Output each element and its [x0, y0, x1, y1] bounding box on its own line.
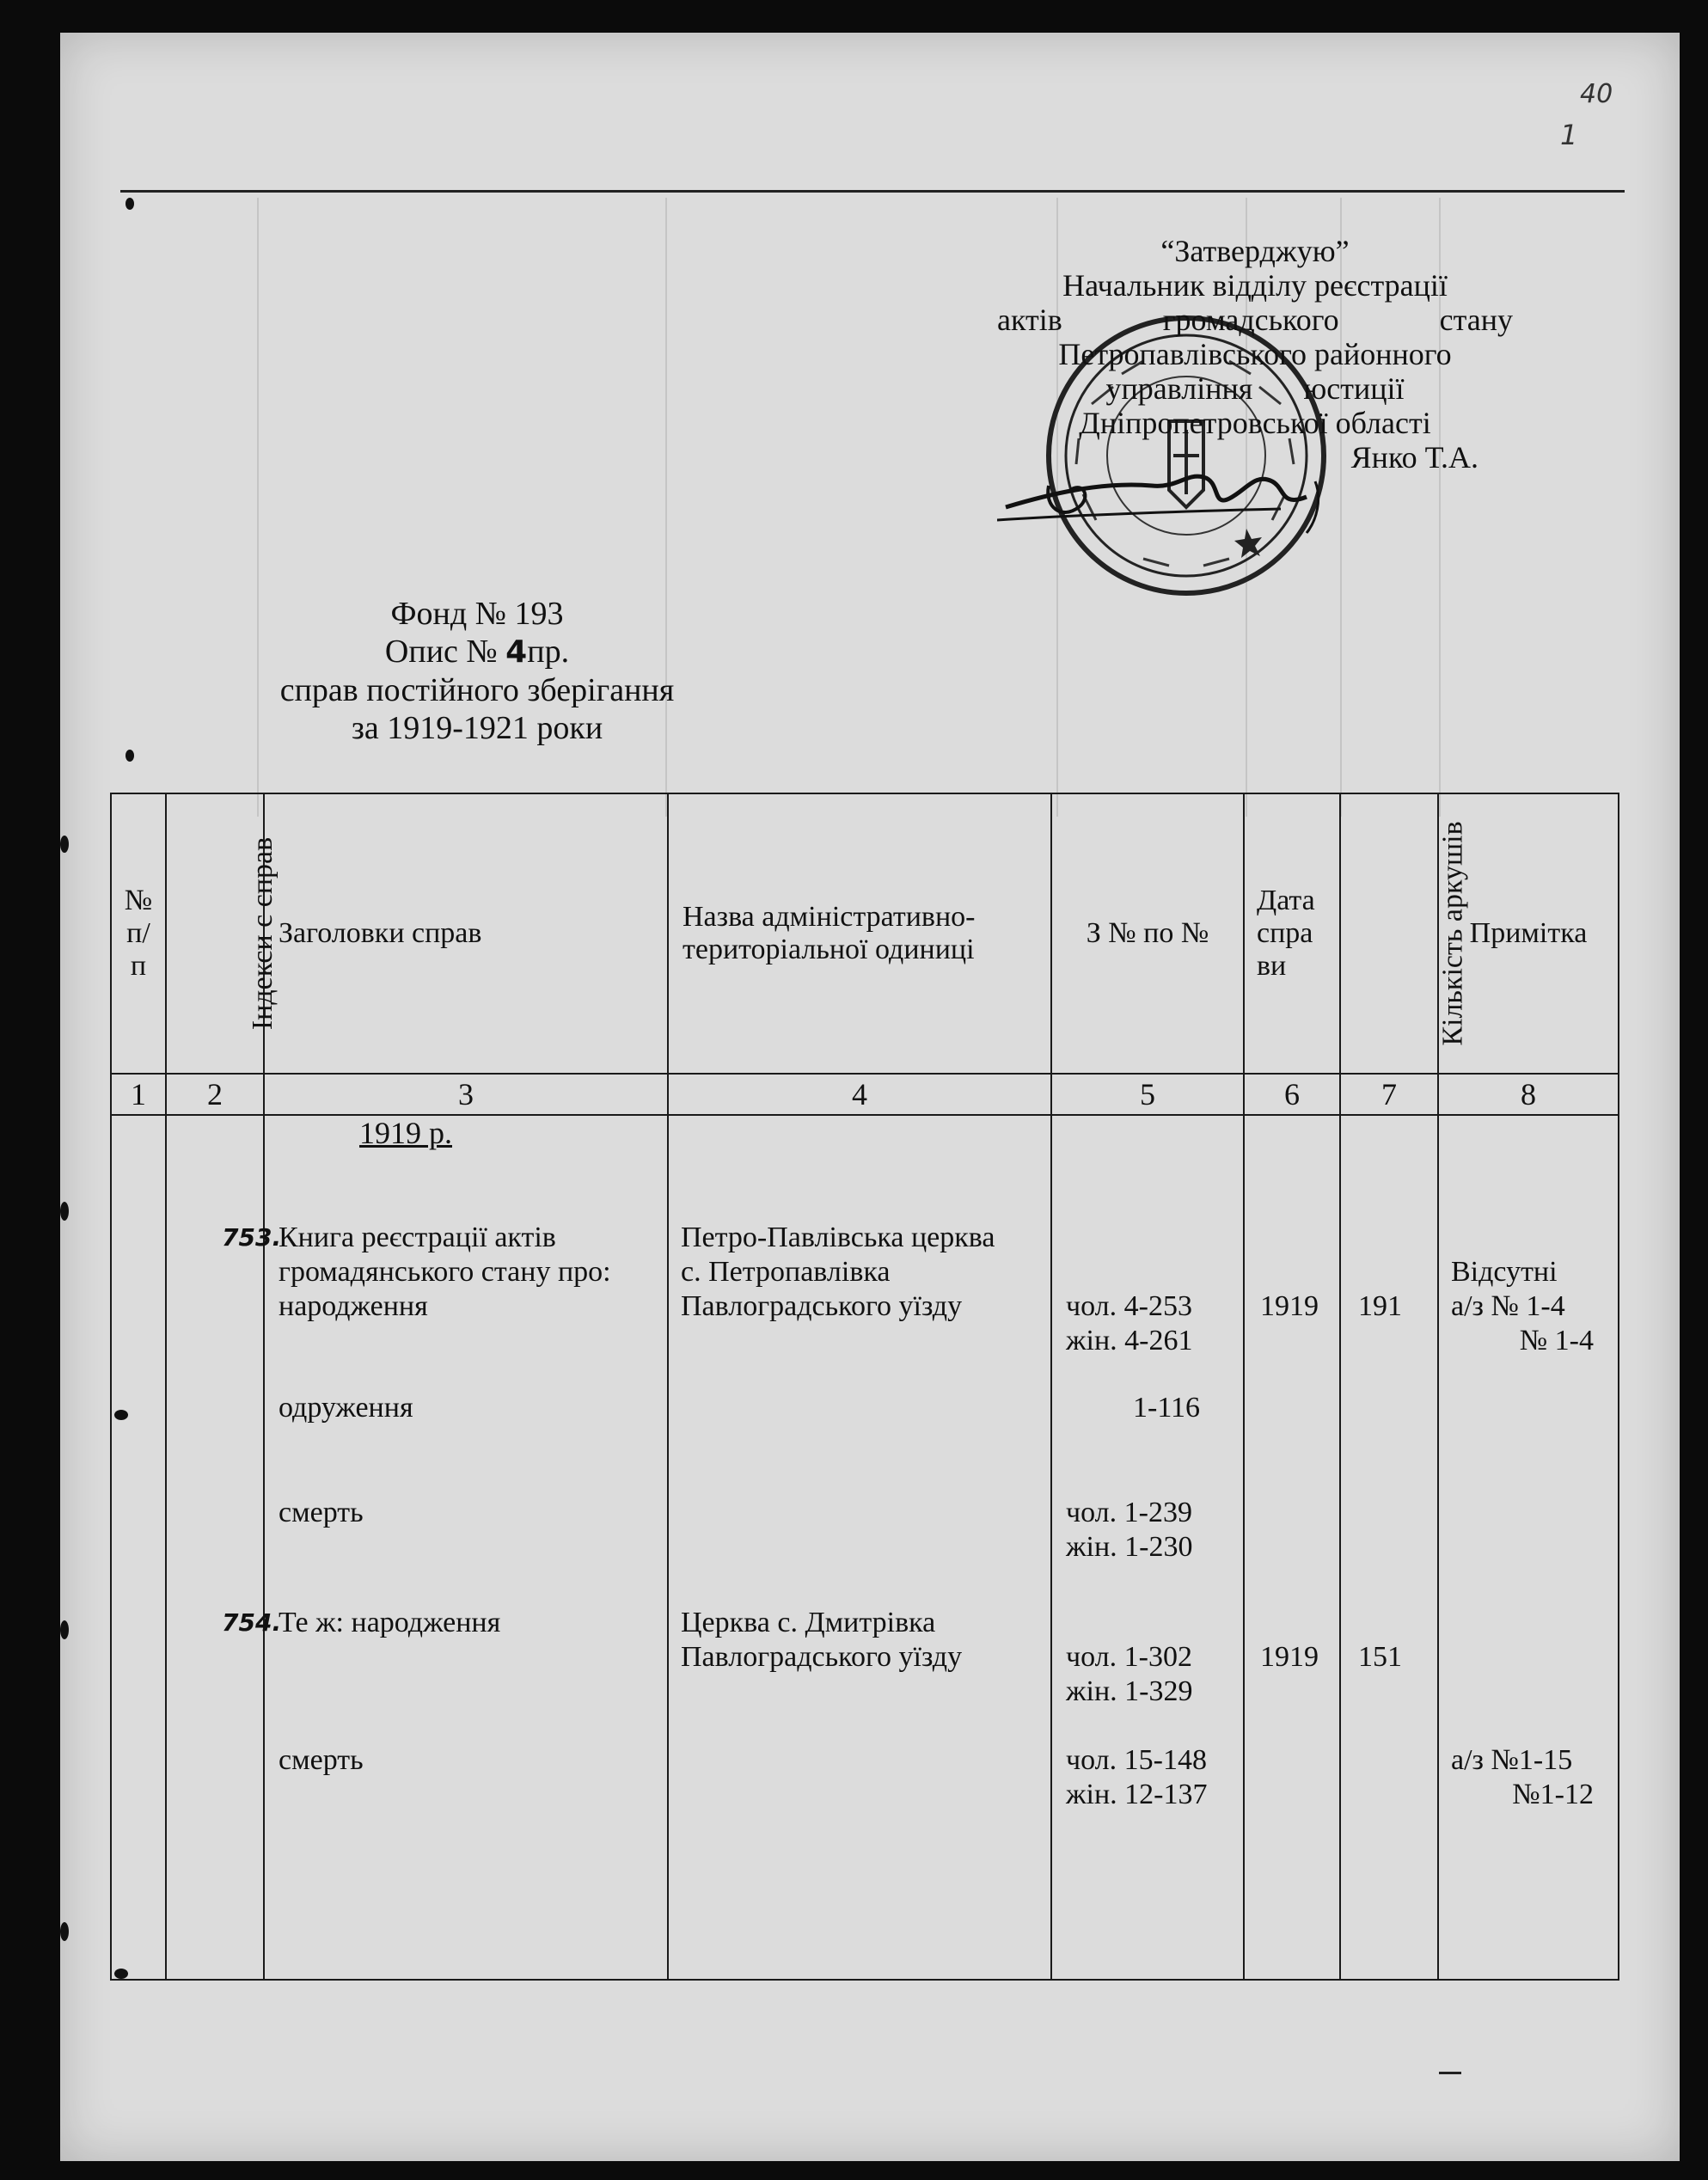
header-admin-unit: Назва адміністративно-територіальної одиниці: [668, 793, 1051, 1074]
cell-note: [1438, 1115, 1619, 1980]
column-number: 8: [1438, 1074, 1619, 1115]
header-index: Індекси с справ: [166, 793, 264, 1074]
range-births: чол. 1-302: [1066, 1641, 1192, 1673]
cell-admin-unit: [668, 1115, 1051, 1980]
fond-description: справ постійного зберігання: [279, 672, 675, 708]
margin-mark: [60, 1202, 69, 1221]
fond-block: [241, 595, 713, 747]
note-line: №1-12: [1512, 1779, 1594, 1810]
admin-unit-line: Петро-Павлівська церква: [681, 1222, 995, 1253]
record-date: 1919: [1260, 1641, 1319, 1673]
record-death-label: смерть: [279, 1497, 364, 1528]
header-note: Примітка: [1438, 793, 1619, 1074]
opys-number-handwritten: 4: [505, 634, 528, 670]
record-sheets: 191: [1358, 1290, 1402, 1322]
admin-unit-line: Павлоградського уїзду: [681, 1290, 963, 1322]
record-title-line: Книга реєстрації актів: [279, 1222, 556, 1253]
cell-range: [1051, 1115, 1244, 1980]
range-deaths: жін. 12-137: [1066, 1779, 1208, 1810]
column-number: 4: [668, 1074, 1051, 1115]
cell-number: [111, 1115, 166, 1980]
approval-block: [997, 234, 1513, 475]
column-number: 6: [1244, 1074, 1340, 1115]
approval-position-line3: актів громадського стану: [997, 303, 1513, 337]
note-line: № 1-4: [1519, 1325, 1594, 1356]
record-index: 753.: [222, 1223, 282, 1252]
approval-position-line6: Дніпропетровської області: [1079, 406, 1431, 440]
header-sheets: Кількість аркушів: [1340, 793, 1438, 1074]
admin-unit-line: Церква с. Дмитрівка: [681, 1607, 936, 1638]
column-number: 5: [1051, 1074, 1244, 1115]
range-births: жін. 1-329: [1066, 1675, 1193, 1707]
header-range: З № по №: [1051, 793, 1244, 1074]
inventory-table: [110, 793, 1619, 1981]
margin-mark: [60, 1620, 69, 1639]
record-sheets: 151: [1358, 1641, 1402, 1673]
header-titles: Заголовки справ: [264, 793, 668, 1074]
admin-unit-line: Павлоградського уїзду: [681, 1641, 963, 1673]
opys-line: [241, 633, 713, 671]
table-body-row: [111, 1115, 1619, 1980]
admin-unit-line: с. Петропавлівка: [681, 1256, 891, 1288]
handwritten-signature: [997, 447, 1324, 542]
approval-signatory: Янко Т.А.: [1350, 440, 1478, 475]
header-date: Дата спра ви: [1244, 793, 1340, 1074]
header-number: № п/ п: [111, 793, 166, 1074]
table-header-row: [111, 793, 1619, 1074]
approval-heading: “Затверджую”: [1160, 234, 1350, 268]
column-number: 3: [264, 1074, 668, 1115]
approval-position: Начальник відділу реєстрації: [1062, 268, 1448, 303]
column-number: 2: [166, 1074, 264, 1115]
cell-index: [166, 1115, 282, 1980]
record-title-line: громадянського стану про:: [279, 1256, 611, 1288]
range-births: жін. 4-261: [1066, 1325, 1193, 1356]
range-deaths: чол. 15-148: [1066, 1744, 1207, 1776]
record-marriage-label: одруження: [279, 1392, 413, 1424]
approval-position-line5: управління юстиції: [1105, 371, 1405, 406]
opys-prefix: Опис №: [384, 634, 498, 670]
fond-period: за 1919-1921 роки: [351, 710, 603, 746]
note-line: а/з №1-15: [1451, 1744, 1573, 1776]
column-number: 7: [1340, 1074, 1438, 1115]
margin-mark: [60, 836, 69, 853]
note-line: а/з № 1-4: [1451, 1290, 1565, 1322]
cell-sheets: [1340, 1115, 1438, 1980]
range-births: чол. 4-253: [1066, 1290, 1192, 1322]
top-rule: [120, 190, 1625, 193]
cell-date: [1244, 1115, 1340, 1980]
cell-title: [264, 1115, 668, 1980]
margin-mark: [125, 198, 134, 210]
record-title: Те ж: народження: [279, 1607, 501, 1638]
column-number: 1: [111, 1074, 166, 1115]
opys-suffix: пр.: [527, 634, 570, 670]
note-line: Відсутні: [1451, 1256, 1558, 1288]
record-date: 1919: [1260, 1290, 1319, 1322]
bottom-dash: [1439, 2072, 1461, 2074]
sheet-number-handwritten: 1: [1560, 119, 1578, 151]
margin-mark: [60, 1922, 69, 1941]
record-title-line: народження: [279, 1290, 428, 1322]
page-number-handwritten: 40: [1580, 79, 1613, 109]
column-number-row: [111, 1074, 1619, 1115]
range-deaths: жін. 1-230: [1066, 1531, 1193, 1563]
approval-position-line4: Петропавлівського районного: [1058, 337, 1452, 371]
year-heading: 1919 р.: [359, 1116, 452, 1150]
record-death-label: смерть: [279, 1744, 364, 1776]
margin-mark: [125, 750, 134, 762]
record-index: 754.: [222, 1608, 282, 1637]
range-marriages: 1-116: [1133, 1392, 1201, 1424]
fond-number: Фонд № 193: [390, 596, 564, 632]
range-deaths: чол. 1-239: [1066, 1497, 1192, 1528]
